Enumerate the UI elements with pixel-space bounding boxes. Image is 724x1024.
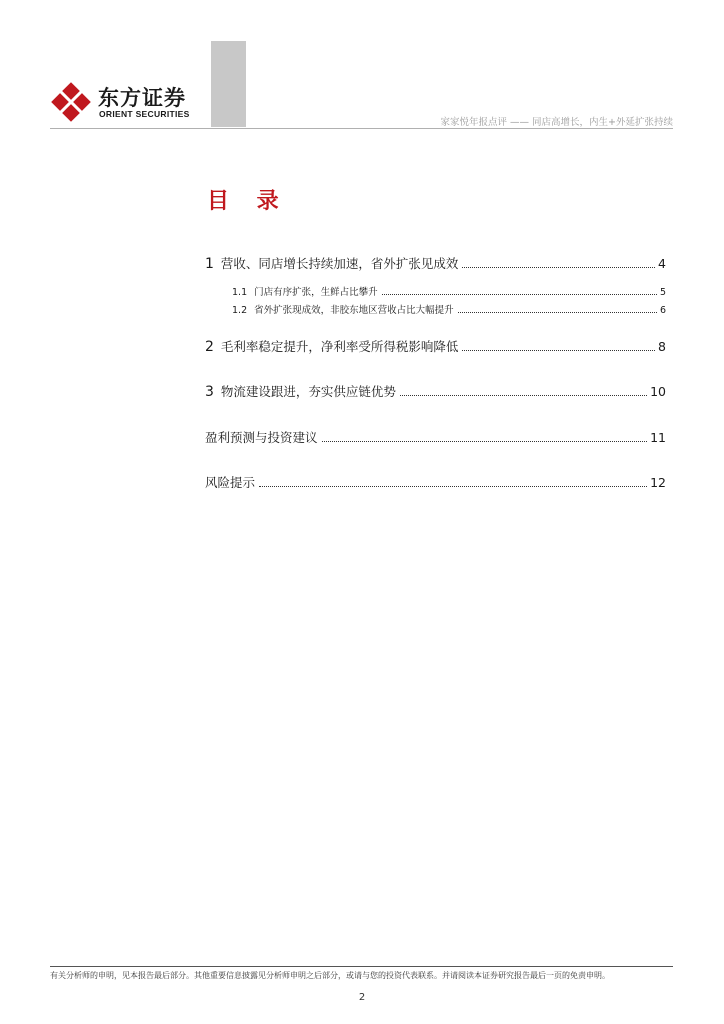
toc-entry-risk[interactable]	[205, 473, 666, 491]
toc-entry-number: 1	[205, 256, 214, 272]
toc-entry-label: 盈利预测与投资建议	[205, 430, 318, 445]
toc-entry-page: 4	[658, 256, 666, 271]
toc-entry-page: 6	[659, 305, 666, 316]
toc-leader-dots	[259, 486, 647, 487]
orient-securities-logo-icon	[50, 81, 92, 123]
toc-entry-1-2[interactable]	[232, 302, 666, 316]
toc-leader-dots	[462, 267, 655, 268]
toc-entry-number: 1.1	[232, 287, 248, 298]
report-header-title: 家家悦年报点评 —— 同店高增长，内生+外延扩张持续	[440, 117, 673, 128]
company-logo	[50, 81, 200, 121]
toc-entry-page: 8	[658, 339, 666, 354]
toc-entry-forecast[interactable]	[205, 428, 666, 446]
toc-entry-2[interactable]	[205, 337, 666, 355]
toc-entry-page: 5	[659, 287, 666, 298]
toc-entry-label: 营收、同店增长持续加速，省外扩张见成效	[220, 256, 459, 271]
toc-heading: 目 录	[207, 189, 289, 214]
footer-disclaimer: 有关分析师的申明，见本报告最后部分。其他重要信息披露见分析师申明之后部分，或请与您的投资代表联系。并请阅读本证券研究报告最后一页的免责申明。	[50, 971, 610, 980]
toc-leader-dots	[322, 441, 648, 442]
toc-entry-label: 物流建设跟进，夯实供应链优势	[220, 384, 396, 399]
toc-entry-1-1[interactable]	[232, 284, 666, 298]
toc-leader-dots	[462, 350, 655, 351]
logo-english-name: ORIENT SECURITIES	[99, 109, 190, 119]
toc-entry-label: 风险提示	[205, 475, 256, 490]
toc-leader-dots	[382, 294, 657, 295]
toc-entry-page: 12	[650, 475, 666, 490]
footer-divider	[50, 966, 673, 967]
toc-entry-label: 省外扩张现成效，非胶东地区营收占比大幅提升	[254, 305, 454, 316]
toc-entry-label: 门店有序扩张，生鲜占比攀升	[254, 287, 378, 298]
toc-entry-1[interactable]	[205, 254, 666, 272]
toc-entry-label: 毛利率稳定提升，净利率受所得税影响降低	[220, 339, 459, 354]
toc-leader-dots	[458, 312, 657, 313]
toc-entry-3[interactable]	[205, 382, 666, 400]
toc-entry-number: 3	[205, 384, 214, 400]
header-accent-bar	[211, 41, 246, 127]
toc-entry-number: 2	[205, 339, 214, 355]
toc-entry-page: 11	[650, 430, 666, 445]
toc-entry-number: 1.2	[232, 305, 248, 316]
toc-leader-dots	[400, 395, 647, 396]
logo-chinese-name: 东方证券	[98, 86, 186, 110]
header-divider	[50, 128, 673, 129]
page-number: 2	[358, 992, 366, 1003]
toc-entry-page: 10	[650, 384, 666, 399]
